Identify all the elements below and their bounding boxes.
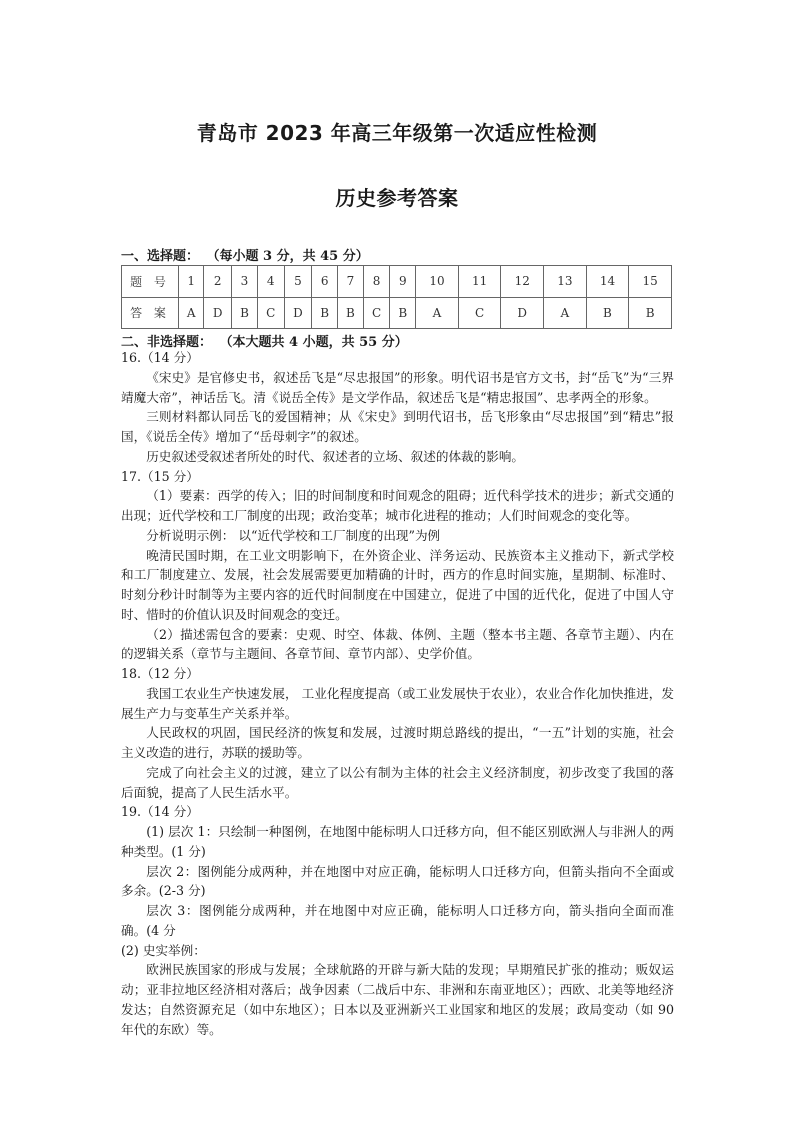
- answer-paragraph: 晚清民国时期，在工业文明影响下，在外资企业、洋务运动、民族资本主义推动下，新式学校和工厂制度建立、发展，社会发展需要更加精确的计时，西方的作息时间实施，星期制、标准时、时刻分秒计时制等为主要内容的近代时间制度在中国建立，促进了中国的近代化，促进了中国人守时、惜时的价值认识及时间观念的变迁。: [121, 547, 674, 622]
- answer-cell: B: [629, 297, 672, 329]
- answer-paragraph: 欧洲民族国家的形成与发展；全球航路的开辟与新大陆的发现；早期殖民扩张的推动；贩奴运动；亚非拉地区经济相对落后；战争因素（二战后中东、非洲和东南亚地区）；西欧、北美等地经济发达；自然资源充足（如中东地区）；日本以及亚洲新兴工业国家和地区的发展；政局变动（如 90 年代的东欧）等。: [121, 962, 674, 1037]
- question-number-cell: 3: [232, 266, 258, 298]
- answer-cell: B: [390, 297, 416, 329]
- question-number-cell: 12: [501, 266, 544, 298]
- answer-cell: D: [204, 297, 232, 329]
- question-number-cell: 11: [458, 266, 501, 298]
- answer-paragraph: 完成了向社会主义的过渡，建立了以公有制为主体的社会主义经济制度，初步改变了我国的落后面貌，提高了人民生活水平。: [121, 764, 674, 800]
- question-number-cell: 7: [338, 266, 364, 298]
- question-number-cell: 8: [363, 266, 390, 298]
- answer-paragraph: 层次 3：图例能分成两种，并在地图中对应正确，能标明人口迁移方向，箭头指向全面而准确。(4 分: [121, 903, 674, 938]
- question-heading: 19.（14 分）: [121, 804, 199, 820]
- question-number-cell: 6: [312, 266, 338, 298]
- question-number-cell: 2: [204, 266, 232, 298]
- answer-cell: A: [179, 297, 204, 329]
- section-1-note: （每小题 3 分，共 45 分）: [213, 249, 369, 264]
- answer-label: 答 案: [122, 297, 179, 329]
- answer-paragraph: 三则材料都认同岳飞的爱国精神；从《宋史》到明代诏书，岳飞形象由“尽忠报国”到“精忠”报国，《说岳全传》增加了“岳母刺字”的叙述。: [121, 409, 674, 444]
- question-number-cell: 15: [629, 266, 672, 298]
- answer-paragraph: (1) 层次 1：只绘制一种图例，在地图中能标明人口迁移方向，但不能区别欧洲人与非洲人的两种类型。(1 分): [121, 824, 674, 859]
- answer-cell: B: [586, 297, 629, 329]
- question-heading: 17.（15 分）: [121, 468, 199, 484]
- answer-paragraph: 历史叙述受叙述者所处的时代、叙述者的立场、叙述的体裁的影响。: [146, 448, 524, 464]
- answer-cell: D: [501, 297, 544, 329]
- question-number-cell: 10: [416, 266, 459, 298]
- answer-content: [121, 348, 674, 1039]
- section-2-label: 二、非选择题：: [121, 335, 213, 350]
- answer-cell: B: [338, 297, 364, 329]
- answer-cell: C: [363, 297, 390, 329]
- question-number-cell: 9: [390, 266, 416, 298]
- question-number-cell: 13: [544, 266, 587, 298]
- question-number-row: [122, 266, 672, 298]
- question-number-cell: 4: [257, 266, 284, 298]
- section-1-label: 一、选择题：: [121, 249, 200, 264]
- page-title: 青岛市 2023 年高三年级第一次适应性检测: [196, 121, 598, 145]
- answer-row: [122, 297, 672, 329]
- answer-cell: A: [544, 297, 587, 329]
- question-heading: 16.（14 分）: [121, 350, 199, 365]
- answer-cell: B: [232, 297, 258, 329]
- question-number-cell: 14: [586, 266, 629, 298]
- answer-cell: A: [416, 297, 459, 329]
- page-subtitle: 历史参考答案: [335, 186, 459, 210]
- answer-cell: C: [257, 297, 284, 329]
- answer-paragraph: 分析说明示例： 以“近代学校和工厂制度的出现”为例: [146, 527, 441, 543]
- answer-paragraph: 人民政权的巩固，国民经济的恢复和发展，过渡时期总路线的提出，“一五”计划的实施，社会主义改造的进行，苏联的援助等。: [121, 725, 674, 760]
- question-heading: 18.（12 分）: [121, 666, 199, 681]
- answer-cell: C: [458, 297, 501, 329]
- answer-cell: B: [312, 297, 338, 329]
- answer-paragraph: 我国工农业生产快速发展， 工业化程度提高（或工业发展快于农业），农业合作化加快推进，发展生产力与变革生产关系并举。: [121, 685, 674, 721]
- answer-paragraph: 《宋史》是官修史书，叙述岳飞是“尽忠报国”的形象。明代诏书是官方文书，封“岳飞”为“三界靖魔大帝”，神话岳飞。清《说岳全传》是文学作品，叙述岳飞是“精忠报国”、忠孝两全的形象。: [121, 369, 674, 405]
- answer-paragraph: 层次 2：图例能分成两种，并在地图中对应正确，能标明人口迁移方向，但箭头指向不全面或多余。(2-3 分): [121, 863, 674, 899]
- question-number-label: 题 号: [122, 266, 179, 298]
- answer-cell: D: [284, 297, 312, 329]
- section-2-note: （本大题共 4 小题，共 55 分）: [226, 335, 408, 350]
- question-number-cell: 5: [284, 266, 312, 298]
- question-heading: (2) 史实举例：: [121, 942, 206, 958]
- answer-paragraph: （1）要素：西学的传入；旧的时间制度和时间观念的阻碍；近代科学技术的进步；新式交通的出现；近代学校和工厂制度的出现；政治变革；城市化进程的推动；人们时间观念的变化等。: [121, 488, 674, 523]
- answer-table: [121, 265, 672, 329]
- question-number-cell: 1: [179, 266, 204, 298]
- section-1-heading: [121, 245, 369, 264]
- answer-paragraph: （2）描述需包含的要素：史观、时空、体裁、体例、主题（整本书主题、各章节主题）、内在的逻辑关系（章节与主题间、各章节间、章节内部）、史学价值。: [121, 626, 674, 662]
